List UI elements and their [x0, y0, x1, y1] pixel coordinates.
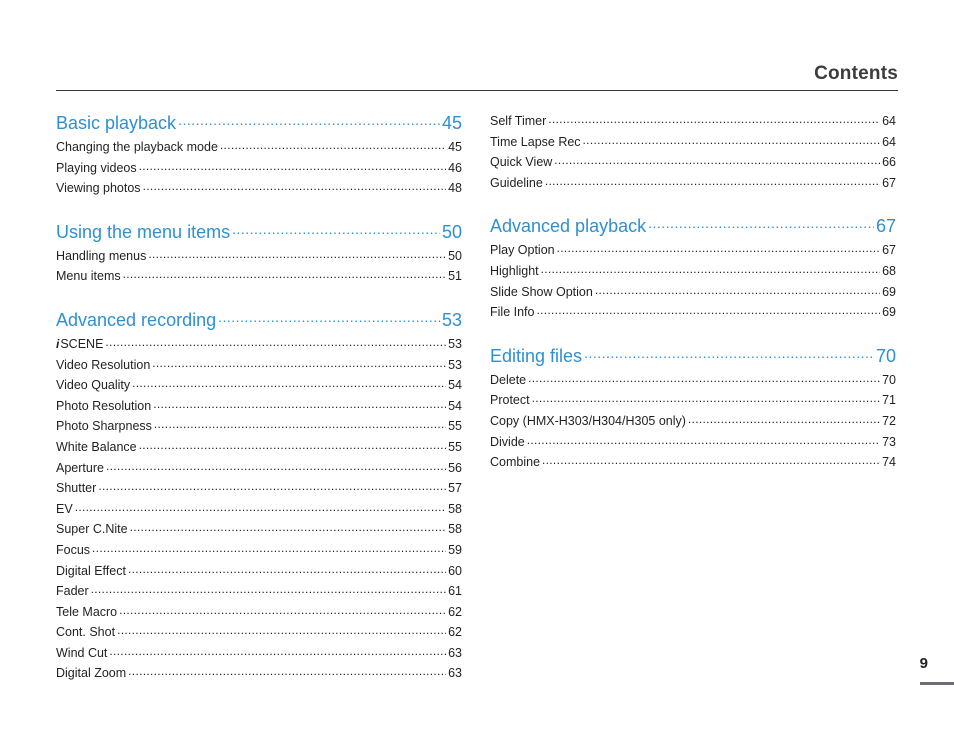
toc-entry[interactable]	[490, 411, 896, 432]
toc-entry[interactable]	[490, 240, 896, 261]
entry-page: 56	[448, 460, 462, 475]
entry-page: 62	[448, 625, 462, 640]
toc-right-column	[490, 111, 896, 473]
dot-leader	[154, 416, 446, 437]
entry-label: Video Quality	[56, 378, 131, 393]
entry-label: Self Timer	[490, 114, 547, 128]
dot-leader	[527, 432, 880, 453]
section-heading[interactable]	[56, 112, 462, 135]
section-heading[interactable]	[490, 215, 896, 238]
dot-leader	[536, 302, 880, 323]
dot-leader	[117, 622, 446, 643]
entry-page: 59	[448, 542, 462, 557]
toc-entry[interactable]	[490, 452, 896, 473]
entry-label: Focus	[56, 542, 91, 557]
toc-entry[interactable]	[56, 416, 462, 437]
dot-leader	[532, 390, 880, 411]
toc-entry[interactable]	[56, 561, 462, 582]
section-title: Editing files	[490, 345, 583, 366]
header-rule	[56, 90, 898, 91]
entry-page: 67	[882, 243, 896, 258]
dot-leader	[688, 411, 880, 432]
section-page: 45	[441, 113, 462, 133]
toc-entry[interactable]	[56, 334, 462, 355]
toc-section-editing-files	[490, 345, 896, 473]
dot-leader	[105, 334, 446, 355]
section-title: Using the menu items	[56, 221, 231, 242]
dot-leader	[106, 458, 446, 479]
entry-label: Aperture	[56, 460, 104, 475]
entry-label: Changing the playback mode	[56, 140, 218, 154]
entry-page: 63	[448, 666, 462, 681]
entry-page: 58	[448, 522, 462, 537]
dot-leader	[583, 132, 881, 153]
entry-page: 53	[448, 336, 462, 351]
entry-page: 51	[448, 269, 462, 284]
entry-page: 66	[882, 155, 896, 170]
dot-leader	[153, 396, 446, 417]
toc-section-basic-playback	[56, 112, 462, 199]
dot-leader	[128, 561, 446, 582]
dot-leader	[139, 437, 446, 458]
toc-entry[interactable]	[490, 111, 896, 132]
dot-leader	[91, 581, 446, 602]
entry-page: 61	[448, 584, 462, 599]
section-title: Basic playback	[56, 113, 177, 133]
toc-entry[interactable]	[56, 375, 462, 396]
entry-page: 54	[448, 378, 462, 393]
entry-page: 60	[448, 563, 462, 578]
dot-leader	[119, 602, 446, 623]
toc-entry[interactable]	[490, 261, 896, 282]
entry-label: Playing videos	[56, 160, 137, 175]
dot-leader	[554, 152, 880, 173]
toc-entry[interactable]	[56, 602, 462, 623]
entry-label: Tele Macro	[56, 604, 118, 619]
dot-leader	[139, 158, 446, 179]
section-page: 70	[875, 345, 896, 366]
dot-leader	[92, 540, 446, 561]
section-heading[interactable]	[56, 309, 462, 332]
entry-label: Play Option	[490, 243, 555, 258]
entry-page: 69	[882, 284, 896, 299]
toc-entry[interactable]	[56, 266, 462, 287]
entry-label: Copy (HMX-H303/H304/H305 only)	[490, 413, 686, 428]
dot-leader	[528, 370, 880, 391]
section-page: 53	[441, 309, 462, 330]
entry-label: Cont. Shot	[56, 625, 116, 640]
entry-page: 64	[882, 134, 896, 149]
section-title: Advanced playback	[490, 216, 647, 237]
toc-entry[interactable]	[56, 663, 462, 684]
toc-entry[interactable]	[490, 152, 896, 173]
toc-entry[interactable]	[490, 282, 896, 303]
toc-entry[interactable]	[56, 581, 462, 602]
toc-entry[interactable]	[490, 302, 896, 323]
entry-label: Menu items	[56, 269, 121, 284]
entry-label: Slide Show Option	[490, 284, 593, 299]
entry-page: 58	[448, 501, 462, 516]
entry-label: Viewing photos	[56, 181, 141, 196]
entry-page: 55	[448, 439, 462, 454]
dot-leader	[557, 240, 880, 261]
entry-page: 53	[448, 357, 462, 372]
dot-leader	[542, 452, 880, 473]
toc-entry[interactable]	[56, 178, 462, 199]
entry-label: Digital Zoom	[56, 666, 127, 681]
toc-section-advanced-playback	[490, 215, 896, 322]
dot-leader	[584, 345, 874, 368]
dot-leader	[123, 266, 446, 287]
entry-label: Combine	[490, 455, 541, 470]
entry-page: 70	[882, 372, 896, 387]
entry-label: Delete	[490, 372, 527, 387]
dot-leader	[548, 111, 880, 132]
dot-leader	[128, 663, 446, 684]
toc-entry[interactable]	[56, 478, 462, 499]
toc-entry[interactable]	[56, 396, 462, 417]
toc-entry[interactable]	[490, 390, 896, 411]
toc-left-column	[56, 112, 462, 684]
dot-leader	[75, 499, 446, 520]
entry-label: Highlight	[490, 263, 539, 278]
entry-page: 55	[448, 419, 462, 434]
toc-entry[interactable]	[56, 458, 462, 479]
entry-label: Digital Effect	[56, 563, 126, 578]
entry-label: Protect	[490, 393, 530, 408]
dot-leader	[220, 137, 446, 158]
dot-leader	[178, 112, 440, 135]
entry-page: 71	[882, 393, 896, 408]
page-title: Contents	[814, 63, 898, 84]
dot-leader	[132, 375, 446, 396]
entry-label: EV	[56, 501, 73, 516]
entry-label: Photo Resolution	[56, 398, 152, 413]
page-number: 9	[919, 655, 928, 672]
entry-page: 69	[882, 305, 896, 320]
dot-leader	[148, 246, 446, 267]
entry-label: Video Resolution	[56, 357, 151, 372]
toc-entry[interactable]	[490, 132, 896, 153]
entry-page: 63	[448, 645, 462, 660]
toc-entry[interactable]	[56, 137, 462, 158]
toc-section-using-menu-items	[56, 221, 462, 287]
entry-label: Divide	[490, 434, 525, 449]
entry-label: Fader	[56, 584, 89, 599]
entry-page: 48	[448, 181, 462, 196]
entry-label: Super C.Nite	[56, 522, 128, 537]
toc-entry[interactable]	[56, 499, 462, 520]
toc-entry[interactable]	[56, 437, 462, 458]
toc-entry[interactable]	[56, 519, 462, 540]
entry-label: Wind Cut	[56, 645, 108, 660]
toc-entry[interactable]	[490, 432, 896, 453]
dot-leader	[232, 221, 440, 244]
toc-section-advanced-recording	[56, 309, 462, 684]
page-number-bar	[920, 682, 954, 685]
entry-label: Handling menus	[56, 248, 147, 263]
entry-page: 67	[882, 175, 896, 190]
entry-page: 74	[882, 455, 896, 470]
dot-leader	[152, 355, 446, 376]
dot-leader	[545, 173, 880, 194]
entry-page: 45	[448, 140, 462, 154]
section-heading[interactable]	[56, 221, 462, 244]
dot-leader	[595, 282, 880, 303]
entry-label: File Info	[490, 305, 535, 320]
dot-leader	[109, 643, 446, 664]
entry-page: 54	[448, 398, 462, 413]
toc-entry[interactable]	[56, 355, 462, 376]
entry-page: 73	[882, 434, 896, 449]
toc-entry[interactable]	[56, 622, 462, 643]
entry-page: 46	[448, 160, 462, 175]
toc-entry[interactable]	[56, 540, 462, 561]
section-heading[interactable]	[490, 345, 896, 368]
entry-label: Quick View	[490, 155, 553, 170]
entry-page: 62	[448, 604, 462, 619]
entry-page: 68	[882, 263, 896, 278]
entry-label: Photo Sharpness	[56, 419, 152, 434]
dot-leader	[130, 519, 447, 540]
entry-page: 50	[448, 248, 462, 263]
dot-leader	[143, 178, 447, 199]
entry-page: 64	[882, 114, 896, 128]
entry-label: Time Lapse Rec	[490, 134, 581, 149]
section-title: Advanced recording	[56, 309, 217, 330]
entry-label: SCENE	[60, 336, 104, 351]
dot-leader	[98, 478, 446, 499]
dot-leader	[541, 261, 880, 282]
toc-entry[interactable]	[56, 158, 462, 179]
section-page: 67	[875, 216, 896, 237]
dot-leader	[218, 309, 440, 332]
iscene-icon: i	[56, 336, 60, 351]
toc-entry[interactable]	[490, 370, 896, 391]
entry-page: 57	[448, 481, 462, 496]
entry-label: Guideline	[490, 175, 543, 190]
dot-leader	[648, 215, 874, 238]
entry-page: 72	[882, 413, 896, 428]
entry-label: Shutter	[56, 481, 97, 496]
toc-entry[interactable]	[490, 173, 896, 194]
entry-label: White Balance	[56, 439, 137, 454]
section-page: 50	[441, 221, 462, 242]
toc-entry[interactable]	[56, 246, 462, 267]
toc-entry[interactable]	[56, 643, 462, 664]
